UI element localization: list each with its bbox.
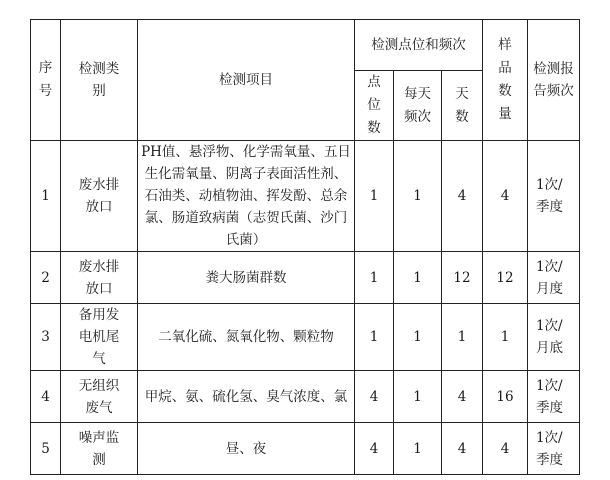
cell-report-freq: 1次/月度 [528,252,580,304]
header-days: 天数 [442,71,483,141]
cell-days: 4 [442,371,483,423]
cell-category: 废水排放口 [61,252,138,304]
cell-samples: 4 [483,423,528,475]
cell-seq: 3 [31,304,61,371]
cell-points: 1 [355,141,394,252]
table-row [31,252,580,304]
cell-samples: 12 [483,252,528,304]
cell-category: 备用发电机尾气 [61,304,138,371]
cell-seq: 5 [31,423,61,475]
cell-items: 甲烷、氨、硫化氢、臭气浓度、氯 [138,371,355,423]
monitoring-table [30,19,580,475]
table-row [31,423,580,475]
cell-category: 噪声监测 [61,423,138,475]
table-row [31,141,580,252]
cell-per-day: 1 [394,252,442,304]
cell-per-day: 1 [394,371,442,423]
cell-points: 4 [355,423,394,475]
cell-report-freq: 1次/季度 [528,423,580,475]
table-row [31,371,580,423]
cell-days: 4 [442,141,483,252]
cell-items: PH值、悬浮物、化学需氧量、五日生化需氧量、阴离子表面活性剂、石油类、动植物油、挥发酚、总余氯、肠道致病菌（志贺氏菌、沙门氏菌） [138,141,355,252]
cell-report-freq: 1次/月底 [528,304,580,371]
table-row [31,304,580,371]
cell-samples: 4 [483,141,528,252]
cell-points: 1 [355,252,394,304]
cell-samples: 1 [483,304,528,371]
cell-items: 昼、夜 [138,423,355,475]
header-points-freq: 检测点位和频次 [355,20,483,71]
cell-seq: 4 [31,371,61,423]
cell-days: 4 [442,423,483,475]
cell-samples: 16 [483,371,528,423]
cell-per-day: 1 [394,423,442,475]
cell-category: 废水排放口 [61,141,138,252]
cell-seq: 2 [31,252,61,304]
cell-items: 二氧化硫、氮氧化物、颗粒物 [138,304,355,371]
header-samples: 样品数量 [483,20,528,141]
cell-report-freq: 1次/季度 [528,141,580,252]
cell-points: 4 [355,371,394,423]
cell-points: 1 [355,304,394,371]
cell-per-day: 1 [394,141,442,252]
header-report-freq: 检测报告频次 [528,20,580,141]
header-per-day: 每天频次 [394,71,442,141]
cell-per-day: 1 [394,304,442,371]
cell-days: 12 [442,252,483,304]
cell-category: 无组织废气 [61,371,138,423]
cell-report-freq: 1次/季度 [528,371,580,423]
header-points: 点位数 [355,71,394,141]
header-category: 检测类别 [61,20,138,141]
header-seq: 序号 [31,20,61,141]
cell-days: 1 [442,304,483,371]
header-row-top [31,20,580,71]
cell-items: 粪大肠菌群数 [138,252,355,304]
cell-seq: 1 [31,141,61,252]
header-items: 检测项目 [138,20,355,141]
